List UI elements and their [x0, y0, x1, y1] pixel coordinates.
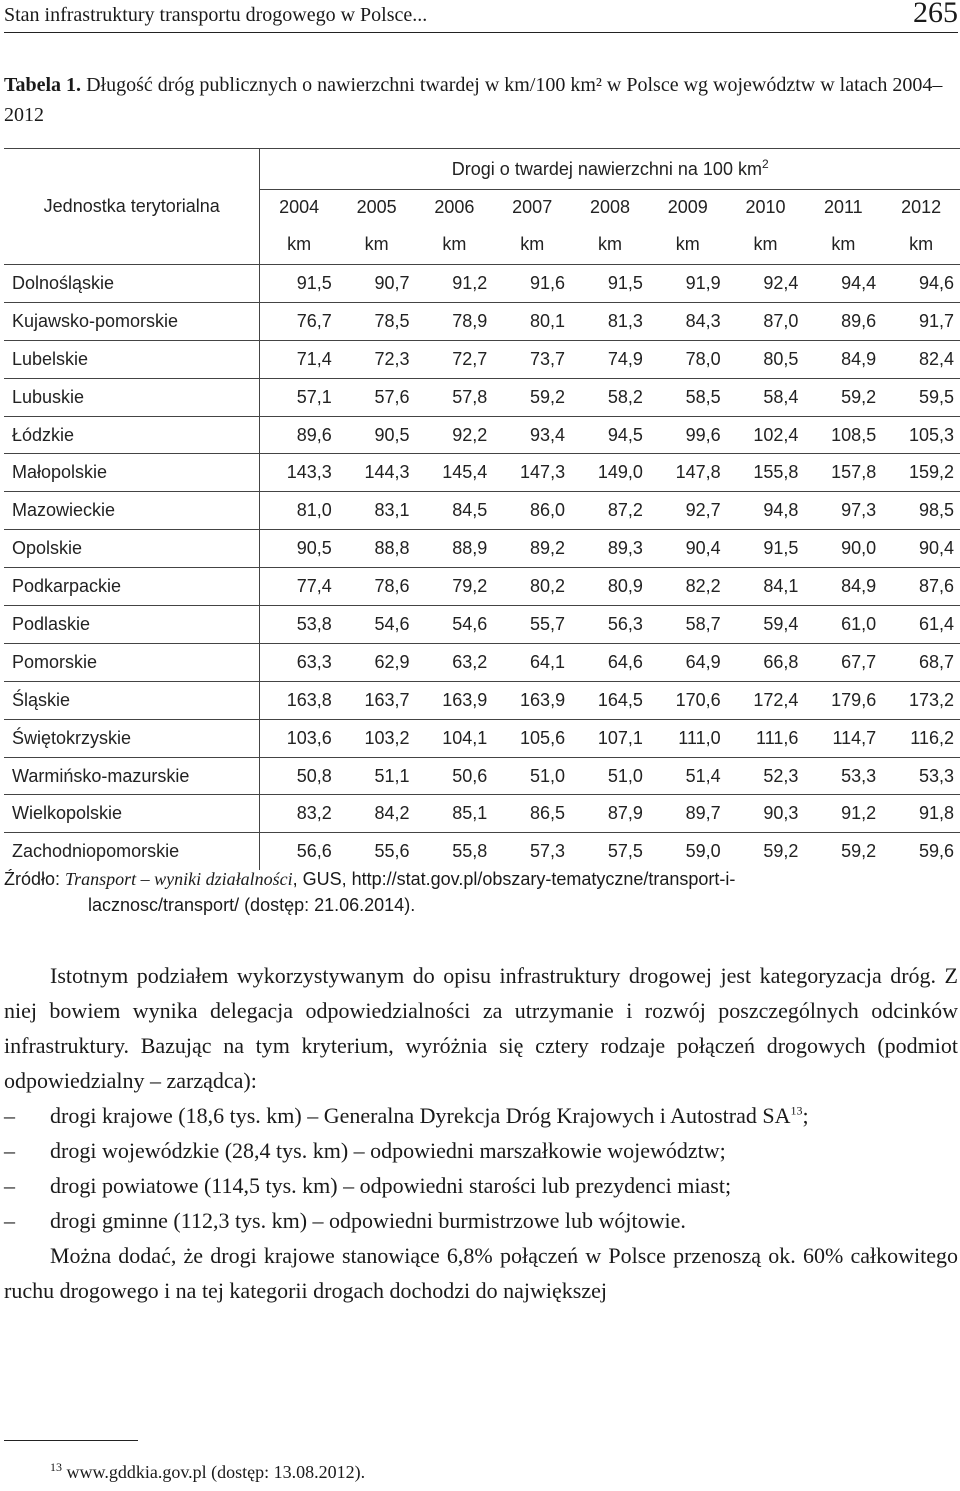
- value-cell: 57,1: [260, 378, 338, 416]
- value-cell: 76,7: [260, 302, 338, 340]
- table-caption-text: Długość dróg publicznych o nawierzchni twardej w km/100 km² w Polsce wg województw w latach 2004–2012: [4, 74, 943, 126]
- value-cell: 80,9: [571, 568, 649, 606]
- value-cell: 57,6: [338, 378, 416, 416]
- table-row: [4, 265, 960, 303]
- value-cell: 163,8: [260, 681, 338, 719]
- value-cell: 163,7: [338, 681, 416, 719]
- bullet-text: drogi wojewódzkie (28,4 tys. km) – odpowiedni marszałkowie województw;: [50, 1138, 726, 1163]
- table-caption-label: Tabela 1.: [4, 74, 82, 96]
- source-label: Źródło:: [4, 869, 61, 889]
- value-cell: 56,3: [571, 606, 649, 644]
- value-cell: 80,1: [493, 302, 571, 340]
- value-cell: 90,4: [649, 530, 727, 568]
- value-cell: 94,6: [882, 265, 960, 303]
- value-cell: 53,3: [804, 757, 882, 795]
- value-cell: 90,5: [260, 530, 338, 568]
- value-cell: 111,0: [649, 719, 727, 757]
- running-header-title: Stan infrastruktury transportu drogowego w Polsce...: [4, 4, 428, 26]
- table-body: [4, 265, 960, 871]
- value-cell: 91,8: [882, 795, 960, 833]
- unit-header: km: [804, 224, 882, 265]
- value-cell: 92,4: [727, 265, 805, 303]
- unit-header: km: [493, 224, 571, 265]
- value-cell: 87,6: [882, 568, 960, 606]
- value-cell: 105,6: [493, 719, 571, 757]
- group-header-text: Drogi o twardej nawierzchni na 100 km: [451, 158, 762, 179]
- value-cell: 90,5: [338, 416, 416, 454]
- value-cell: 87,9: [571, 795, 649, 833]
- value-cell: 94,8: [727, 492, 805, 530]
- value-cell: 87,0: [727, 302, 805, 340]
- year-header: 2009: [649, 190, 727, 225]
- value-cell: 92,7: [649, 492, 727, 530]
- value-cell: 90,4: [882, 530, 960, 568]
- value-cell: 80,2: [493, 568, 571, 606]
- value-cell: 59,0: [649, 833, 727, 870]
- value-cell: 116,2: [882, 719, 960, 757]
- value-cell: 170,6: [649, 681, 727, 719]
- table-row: [4, 302, 960, 340]
- year-header: 2006: [416, 190, 494, 225]
- value-cell: 72,3: [338, 340, 416, 378]
- value-cell: 87,2: [571, 492, 649, 530]
- paragraph-2: Można dodać, że drogi krajowe stanowiące 6,8% połączeń w Polsce przenoszą ok. 60% całkowitego ruchu drogowego i na tej kategorii drogach dochodzi do największej: [4, 1243, 958, 1303]
- value-cell: 91,5: [260, 265, 338, 303]
- unit-header: km: [571, 224, 649, 265]
- region-name: Podkarpackie: [4, 568, 260, 606]
- value-cell: 98,5: [882, 492, 960, 530]
- value-cell: 59,6: [882, 833, 960, 870]
- value-cell: 81,0: [260, 492, 338, 530]
- running-header: [4, 0, 958, 33]
- source-publisher: , GUS, http://stat.gov.pl/obszary-tematyczne/transport-i-: [292, 869, 736, 889]
- value-cell: 61,0: [804, 606, 882, 644]
- value-cell: 82,2: [649, 568, 727, 606]
- value-cell: 59,2: [804, 833, 882, 870]
- value-cell: 149,0: [571, 454, 649, 492]
- body-text: [4, 958, 958, 1308]
- value-cell: 172,4: [727, 681, 805, 719]
- value-cell: 57,3: [493, 833, 571, 870]
- value-cell: 91,2: [416, 265, 494, 303]
- value-cell: 147,8: [649, 454, 727, 492]
- table-row: [4, 568, 960, 606]
- bullet-end: ;: [802, 1103, 809, 1128]
- value-cell: 61,4: [882, 606, 960, 644]
- value-cell: 53,8: [260, 606, 338, 644]
- region-name: Opolskie: [4, 530, 260, 568]
- value-cell: 94,5: [571, 416, 649, 454]
- value-cell: 147,3: [493, 454, 571, 492]
- value-cell: 92,2: [416, 416, 494, 454]
- region-name: Pomorskie: [4, 643, 260, 681]
- year-header: 2011: [804, 190, 882, 225]
- value-cell: 68,7: [882, 643, 960, 681]
- value-cell: 78,0: [649, 340, 727, 378]
- paragraph-1: Istotnym podziałem wykorzystywanym do opisu infrastruktury drogowej jest kategoryzacja dróg. Z niej bowiem wynika delegacja odpowiedzialności za utrzymanie i rozwój poszczególnych odcinków infrastruktury. Bazując na tym kryterium, wyróżnia się cztery rodzaje połączeń drogowych (podmiot odpowiedzialny – zarządca):: [4, 963, 958, 1093]
- table-row: [4, 454, 960, 492]
- value-cell: 63,3: [260, 643, 338, 681]
- bullet-dash: –: [4, 1103, 15, 1128]
- unit-header: km: [338, 224, 416, 265]
- value-cell: 179,6: [804, 681, 882, 719]
- value-cell: 59,4: [727, 606, 805, 644]
- region-name: Świętokrzyskie: [4, 719, 260, 757]
- source-title: Transport – wyniki działalności: [65, 869, 293, 889]
- footnote-text: www.gddkia.gov.pl (dostęp: 13.08.2012).: [62, 1462, 366, 1482]
- value-cell: 55,7: [493, 606, 571, 644]
- table-row: [4, 416, 960, 454]
- value-cell: 51,4: [649, 757, 727, 795]
- value-cell: 103,6: [260, 719, 338, 757]
- bullet-item: [4, 1133, 958, 1168]
- year-header: 2004: [260, 190, 338, 225]
- value-cell: 90,7: [338, 265, 416, 303]
- value-cell: 163,9: [493, 681, 571, 719]
- value-cell: 85,1: [416, 795, 494, 833]
- region-name: Dolnośląskie: [4, 265, 260, 303]
- value-cell: 59,2: [493, 378, 571, 416]
- value-cell: 66,8: [727, 643, 805, 681]
- value-cell: 108,5: [804, 416, 882, 454]
- value-cell: 58,4: [727, 378, 805, 416]
- value-cell: 59,2: [804, 378, 882, 416]
- bullet-dash: –: [4, 1173, 15, 1198]
- footnote-divider: [4, 1440, 138, 1441]
- region-name: Kujawsko-pomorskie: [4, 302, 260, 340]
- value-cell: 50,6: [416, 757, 494, 795]
- table-row: [4, 606, 960, 644]
- value-cell: 64,6: [571, 643, 649, 681]
- region-name: Łódzkie: [4, 416, 260, 454]
- region-name: Wielkopolskie: [4, 795, 260, 833]
- value-cell: 73,7: [493, 340, 571, 378]
- region-name: Warmińsko-mazurskie: [4, 757, 260, 795]
- table-row: [4, 340, 960, 378]
- value-cell: 84,5: [416, 492, 494, 530]
- value-cell: 56,6: [260, 833, 338, 870]
- bullet-item: [4, 1168, 958, 1203]
- stub-header: Jednostka terytorialna: [4, 149, 260, 265]
- value-cell: 89,3: [571, 530, 649, 568]
- value-cell: 91,9: [649, 265, 727, 303]
- value-cell: 71,4: [260, 340, 338, 378]
- footnote-ref: 13: [790, 1103, 803, 1118]
- value-cell: 83,1: [338, 492, 416, 530]
- value-cell: 58,7: [649, 606, 727, 644]
- bullet-text: drogi gminne (112,3 tys. km) – odpowiedni burmistrzowe lub wójtowie.: [50, 1208, 686, 1233]
- value-cell: 64,9: [649, 643, 727, 681]
- value-cell: 111,6: [727, 719, 805, 757]
- value-cell: 58,2: [571, 378, 649, 416]
- region-name: Lubelskie: [4, 340, 260, 378]
- value-cell: 114,7: [804, 719, 882, 757]
- value-cell: 64,1: [493, 643, 571, 681]
- value-cell: 80,5: [727, 340, 805, 378]
- table-row: [4, 719, 960, 757]
- year-header: 2012: [882, 190, 960, 225]
- value-cell: 90,3: [727, 795, 805, 833]
- value-cell: 91,5: [571, 265, 649, 303]
- value-cell: 159,2: [882, 454, 960, 492]
- table-row: [4, 833, 960, 870]
- value-cell: 157,8: [804, 454, 882, 492]
- road-density-table: [4, 148, 960, 870]
- value-cell: 54,6: [416, 606, 494, 644]
- value-cell: 78,5: [338, 302, 416, 340]
- table-row: [4, 757, 960, 795]
- table-row: [4, 681, 960, 719]
- value-cell: 91,6: [493, 265, 571, 303]
- value-cell: 97,3: [804, 492, 882, 530]
- value-cell: 79,2: [416, 568, 494, 606]
- value-cell: 84,9: [804, 568, 882, 606]
- year-header: 2010: [727, 190, 805, 225]
- value-cell: 143,3: [260, 454, 338, 492]
- value-cell: 57,8: [416, 378, 494, 416]
- bullet-dash: –: [4, 1208, 15, 1233]
- value-cell: 88,9: [416, 530, 494, 568]
- value-cell: 81,3: [571, 302, 649, 340]
- value-cell: 145,4: [416, 454, 494, 492]
- year-header: 2005: [338, 190, 416, 225]
- bullet-item: [4, 1203, 958, 1238]
- bullet-dash: –: [4, 1138, 15, 1163]
- value-cell: 53,3: [882, 757, 960, 795]
- value-cell: 57,5: [571, 833, 649, 870]
- value-cell: 103,2: [338, 719, 416, 757]
- table-row: [4, 378, 960, 416]
- value-cell: 88,8: [338, 530, 416, 568]
- value-cell: 86,0: [493, 492, 571, 530]
- value-cell: 59,5: [882, 378, 960, 416]
- source-line-2: lacznosc/transport/ (dostęp: 21.06.2014).: [88, 895, 416, 915]
- value-cell: 84,9: [804, 340, 882, 378]
- value-cell: 77,4: [260, 568, 338, 606]
- value-cell: 59,2: [727, 833, 805, 870]
- value-cell: 104,1: [416, 719, 494, 757]
- region-name: Podlaskie: [4, 606, 260, 644]
- value-cell: 102,4: [727, 416, 805, 454]
- page-number: 265: [913, 0, 958, 29]
- region-name: Zachodniopomorskie: [4, 833, 260, 870]
- year-header: 2007: [493, 190, 571, 225]
- value-cell: 55,6: [338, 833, 416, 870]
- value-cell: 94,4: [804, 265, 882, 303]
- unit-header: km: [416, 224, 494, 265]
- region-name: Śląskie: [4, 681, 260, 719]
- value-cell: 84,3: [649, 302, 727, 340]
- region-name: Małopolskie: [4, 454, 260, 492]
- unit-header: km: [260, 224, 338, 265]
- value-cell: 50,8: [260, 757, 338, 795]
- value-cell: 99,6: [649, 416, 727, 454]
- value-cell: 105,3: [882, 416, 960, 454]
- table-row: [4, 530, 960, 568]
- value-cell: 72,7: [416, 340, 494, 378]
- value-cell: 83,2: [260, 795, 338, 833]
- value-cell: 91,5: [727, 530, 805, 568]
- value-cell: 89,2: [493, 530, 571, 568]
- value-cell: 74,9: [571, 340, 649, 378]
- value-cell: 67,7: [804, 643, 882, 681]
- table-caption: [4, 70, 954, 130]
- value-cell: 164,5: [571, 681, 649, 719]
- value-cell: 78,9: [416, 302, 494, 340]
- value-cell: 93,4: [493, 416, 571, 454]
- bullet-text: drogi powiatowe (114,5 tys. km) – odpowiedni starości lub prezydenci miast;: [50, 1173, 732, 1198]
- value-cell: 51,0: [571, 757, 649, 795]
- value-cell: 52,3: [727, 757, 805, 795]
- value-cell: 91,2: [804, 795, 882, 833]
- value-cell: 63,2: [416, 643, 494, 681]
- value-cell: 58,5: [649, 378, 727, 416]
- value-cell: 173,2: [882, 681, 960, 719]
- value-cell: 107,1: [571, 719, 649, 757]
- source-note: [4, 866, 960, 918]
- footnote: [50, 1462, 365, 1483]
- value-cell: 91,7: [882, 302, 960, 340]
- value-cell: 144,3: [338, 454, 416, 492]
- unit-header: km: [649, 224, 727, 265]
- value-cell: 84,1: [727, 568, 805, 606]
- unit-header: km: [727, 224, 805, 265]
- bullet-text: drogi krajowe (18,6 tys. km) – Generalna Dyrekcja Dróg Krajowych i Autostrad SA: [50, 1103, 791, 1128]
- bullet-item: [4, 1098, 958, 1133]
- value-cell: 55,8: [416, 833, 494, 870]
- value-cell: 89,7: [649, 795, 727, 833]
- value-cell: 54,6: [338, 606, 416, 644]
- value-cell: 89,6: [804, 302, 882, 340]
- value-cell: 163,9: [416, 681, 494, 719]
- value-cell: 90,0: [804, 530, 882, 568]
- value-cell: 89,6: [260, 416, 338, 454]
- table-row: [4, 795, 960, 833]
- unit-header: km: [882, 224, 960, 265]
- year-header: 2008: [571, 190, 649, 225]
- value-cell: 82,4: [882, 340, 960, 378]
- region-name: Lubuskie: [4, 378, 260, 416]
- value-cell: 62,9: [338, 643, 416, 681]
- value-cell: 51,1: [338, 757, 416, 795]
- table-row: [4, 492, 960, 530]
- group-header-sup: 2: [761, 156, 769, 171]
- region-name: Mazowieckie: [4, 492, 260, 530]
- value-cell: 86,5: [493, 795, 571, 833]
- value-cell: 51,0: [493, 757, 571, 795]
- value-cell: 155,8: [727, 454, 805, 492]
- group-header: [260, 149, 960, 190]
- value-cell: 78,6: [338, 568, 416, 606]
- table-row: [4, 643, 960, 681]
- value-cell: 84,2: [338, 795, 416, 833]
- footnote-number: 13: [50, 1460, 62, 1474]
